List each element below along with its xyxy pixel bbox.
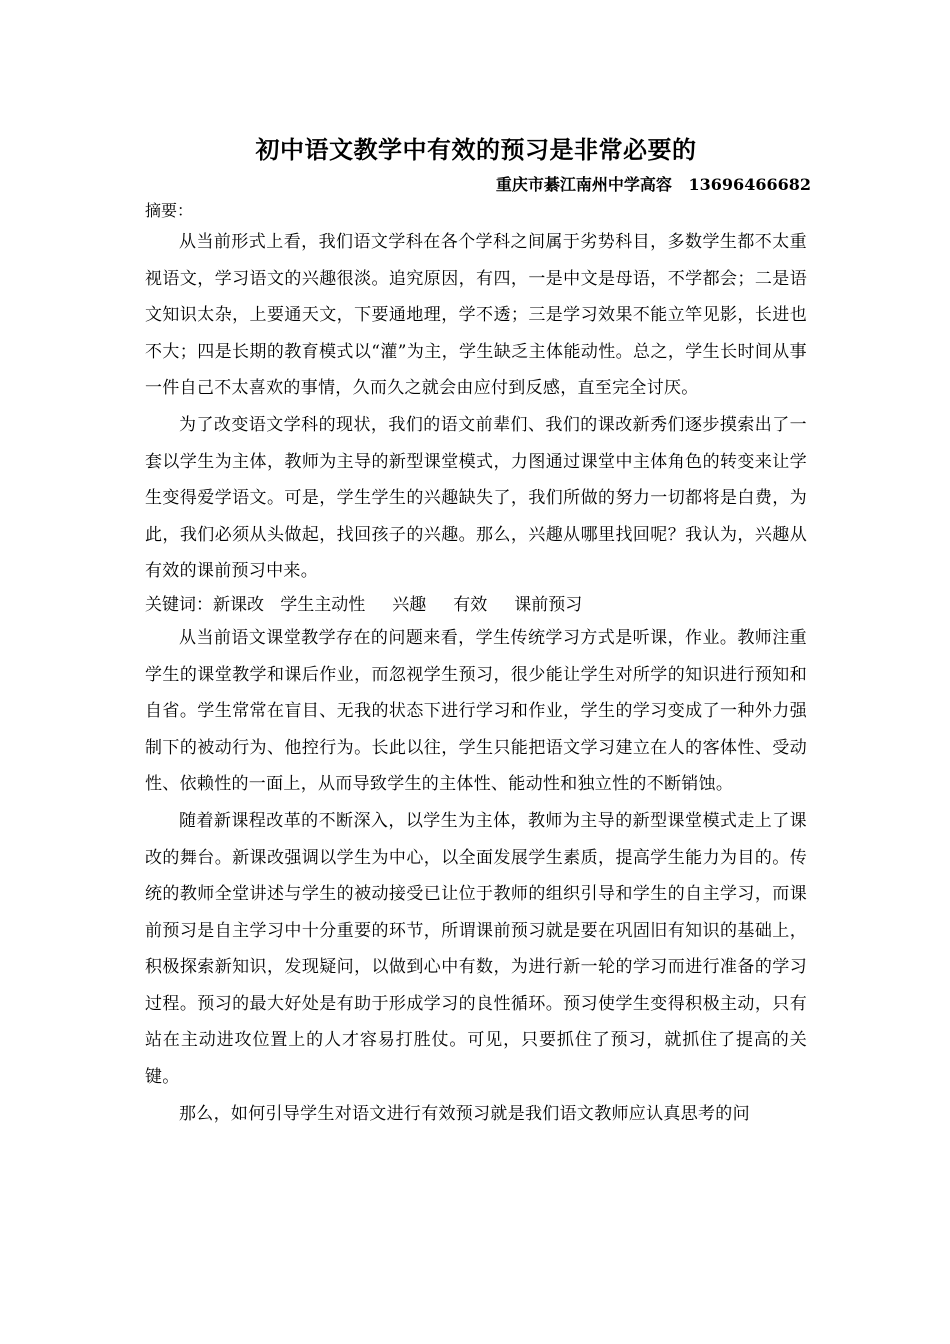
document-page [145, 128, 811, 1132]
body-paragraph-2: 随着新课程改革的不断深入，以学生为主体，教师为主导的新型课堂模式走上了课改的舞台。新课改强调以学生为中心，以全面发展学生素质，提高学生能力为目的。传统的教师全堂讲述与学生的被动接受已让位于教师的组织引导和学生的自主学习，而课前预习是自主学习中十分重要的环节，所谓课前预习就是要在巩固旧有知识的基础上，积极探索新知识，发现疑问，以做到心中有数，为进行新一轮的学习而进行准备的学习过程。预习的最大好处是有助于形成学习的良性循环。预习使学生变得积极主动，只有站在主动进攻位置上的人才容易打胜仗。可见，只要抓住了预习，就抓住了提高的关键。 [145, 810, 807, 1088]
document-title: 初中语文教学中有效的预习是非常必要的 [255, 135, 697, 164]
author-line: 重庆市綦江南州中学高容 13696466682 [495, 175, 811, 194]
abstract-paragraph-2: 为了改变语文学科的现状，我们的语文前辈们、我们的课改新秀们逐步摸索出了一套以学生为主体，教师为主导的新型课堂模式，力图通过课堂中主体角色的转变来让学生变得爱学语文。可是，学生学生的兴趣缺失了，我们所做的努力一切都将是白费，为此，我们必须从头做起，找回孩子的兴趣。那么，兴趣从哪里找回呢？我认为，兴趣从有效的课前预习中来。 [145, 414, 807, 582]
keywords-line: 关键词：新课改 学生主动性 兴趣 有效 课前预习 [145, 594, 583, 615]
abstract-paragraph-1: 从当前形式上看，我们语文学科在各个学科之间属于劣势科目，多数学生都不太重视语文，学习语文的兴趣很淡。追究原因，有四，一是中文是母语，不学都会；二是语文知识太杂，上要通天文，下要通地理，学不透；三是学习效果不能立竿见影，长进也不大；四是长期的教育模式以“灌”为主，学生缺乏主体能动性。总之，学生长时间从事一件自己不太喜欢的事情，久而久之就会由应付到反感，直至完全讨厌。 [145, 232, 807, 399]
body-paragraph-1: 从当前语文课堂教学存在的问题来看，学生传统学习方式是听课，作业。教师注重学生的课堂教学和课后作业，而忽视学生预习，很少能让学生对所学的知识进行预知和自省。学生常常在盲目、无我的状态下进行学习和作业，学生的学习变成了一种外力强制下的被动行为、他控行为。长此以往，学生只能把语文学习建立在人的客体性、受动性、依赖性的一面上，从而导致学生的主体性、能动性和独立性的不断销蚀。 [145, 627, 807, 795]
body-paragraph-3: 那么，如何引导学生对语文进行有效预习就是我们语文教师应认真思考的问 [179, 1103, 750, 1124]
abstract-label: 摘要： [145, 201, 194, 220]
